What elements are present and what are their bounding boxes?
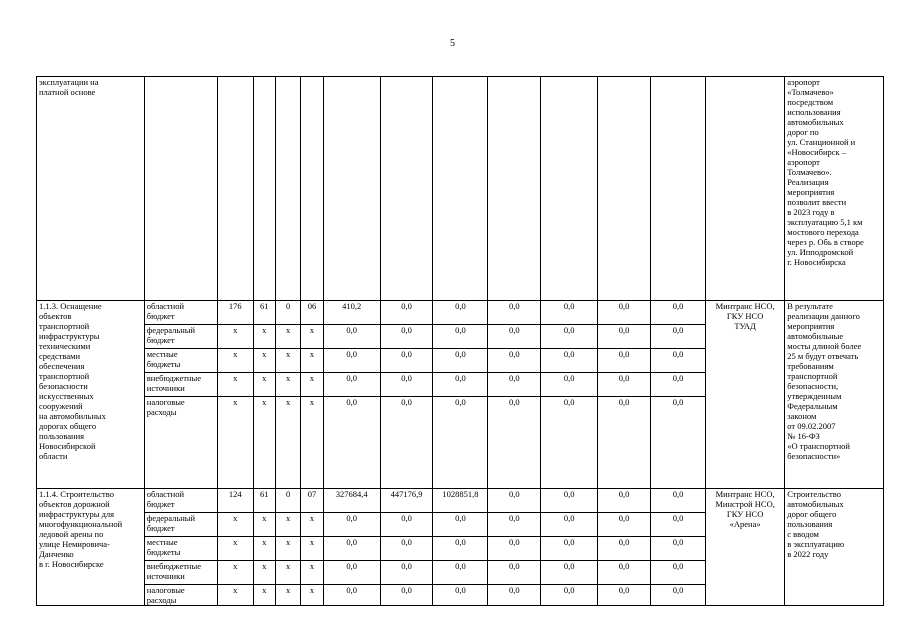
- amount-value: [651, 325, 706, 349]
- code-subsection: [275, 349, 300, 373]
- code-grbs-text: х: [233, 373, 238, 383]
- code-subsection-text: х: [286, 349, 291, 359]
- measure-name-cell: [37, 301, 145, 489]
- code-subsection-text: х: [286, 397, 291, 407]
- amount-value: [651, 513, 706, 537]
- code-grbs-text: х: [233, 561, 238, 571]
- amount-value-text: 0,0: [455, 561, 466, 571]
- amount-value-text: 0,0: [509, 349, 520, 359]
- code-grbs-text: 176: [228, 301, 242, 311]
- amount-value-text: 0,0: [455, 349, 466, 359]
- code-section-text: х: [262, 373, 267, 383]
- amount-value: [323, 301, 380, 325]
- amount-value: [598, 561, 651, 585]
- code-section-text: х: [262, 537, 267, 547]
- amount-value-text: 0,0: [563, 561, 575, 571]
- code-subsection-text: х: [286, 537, 291, 547]
- code-section: [253, 489, 275, 513]
- code-target: [301, 397, 323, 489]
- amount-value-text: 0,0: [401, 585, 412, 595]
- amount-value: [488, 373, 541, 397]
- amount-value: [541, 301, 598, 325]
- amount-value: [598, 513, 651, 537]
- funding-source-text: областной бюджет: [146, 301, 184, 321]
- code-grbs: [217, 585, 253, 606]
- amount-value: [433, 349, 488, 373]
- code-section-text: х: [262, 349, 267, 359]
- code-section-text: х: [262, 561, 267, 571]
- amount-value-text: 0,0: [672, 397, 684, 407]
- amount-value-text: 0,0: [509, 373, 520, 383]
- code-grbs: [217, 325, 253, 349]
- amount-value: [380, 561, 433, 585]
- amount-value: [541, 373, 598, 397]
- measure-name: эксплуатации на платной основе: [39, 77, 99, 97]
- amount-value-text: 0,0: [618, 537, 630, 547]
- amount-value: [323, 349, 380, 373]
- amount-value: [598, 585, 651, 606]
- code-grbs: [217, 513, 253, 537]
- amount-value: [598, 349, 651, 373]
- funding-source: [144, 561, 217, 585]
- funding-source-text: местные бюджеты: [146, 349, 181, 369]
- amount-value: [433, 513, 488, 537]
- empty-cell: [541, 77, 598, 301]
- result-cell: [785, 77, 884, 301]
- code-subsection: [275, 373, 300, 397]
- code-section-text: х: [262, 325, 267, 335]
- code-grbs-text: х: [233, 537, 238, 547]
- amount-value-text: 0,0: [509, 585, 520, 595]
- code-section: [253, 325, 275, 349]
- code-grbs: [217, 349, 253, 373]
- amount-value: [488, 585, 541, 606]
- code-section: [253, 397, 275, 489]
- funding-source: [144, 489, 217, 513]
- funding-source-row: [37, 489, 884, 513]
- code-target-text: х: [309, 513, 315, 523]
- executor: Минтранс НСО, Минстрой НСО, ГКУ НСО «Арена»: [715, 489, 775, 529]
- code-grbs-text: х: [233, 513, 238, 523]
- code-subsection-text: х: [286, 373, 291, 383]
- code-target: [301, 537, 323, 561]
- code-section: [253, 585, 275, 606]
- amount-value: [488, 397, 541, 489]
- amount-value-text: 0,0: [455, 397, 466, 407]
- funding-source: [144, 325, 217, 349]
- amount-value: [488, 325, 541, 349]
- amount-value: [541, 585, 598, 606]
- code-grbs-text: х: [233, 397, 238, 407]
- amount-value-text: 0,0: [509, 561, 520, 571]
- amount-value: [323, 325, 380, 349]
- amount-value: [541, 325, 598, 349]
- amount-value-text: 0,0: [618, 373, 630, 383]
- amount-value-text: 0,0: [672, 373, 684, 383]
- amount-value-text: 0,0: [509, 513, 520, 523]
- code-target-text: х: [309, 585, 315, 595]
- amount-value-text: 0,0: [672, 325, 684, 335]
- measure-name: 1.1.4. Строительство объектов дорожной инфраструктуры для многофункциональной ледовой арены по улице Немировича- Данченко в г. Новосибирске: [39, 489, 123, 569]
- code-target-text: х: [309, 349, 315, 359]
- amount-value-text: 0,0: [455, 301, 466, 311]
- amount-value-text: 0,0: [672, 537, 684, 547]
- amount-value: [598, 325, 651, 349]
- amount-value: [380, 489, 433, 513]
- code-target-text: х: [309, 537, 315, 547]
- funding-source-text: внебюджетные источники: [146, 373, 201, 393]
- funding-source-text: областной бюджет: [146, 489, 184, 509]
- amount-value-text: 0,0: [455, 585, 466, 595]
- code-grbs: [217, 397, 253, 489]
- measure-1-1-3: [37, 301, 884, 489]
- amount-value: [651, 561, 706, 585]
- amount-value: [433, 561, 488, 585]
- funding-source: [144, 397, 217, 489]
- amount-value-text: 0,0: [618, 561, 630, 571]
- code-target: [301, 561, 323, 585]
- code-section-text: х: [262, 585, 267, 595]
- funding-source: [144, 301, 217, 325]
- code-section-text: х: [262, 513, 267, 523]
- amount-value-text: 0,0: [509, 325, 520, 335]
- code-target: [301, 585, 323, 606]
- funding-source: [144, 373, 217, 397]
- amount-value-text: 0,0: [346, 537, 357, 547]
- amount-value: [433, 301, 488, 325]
- code-grbs: [217, 373, 253, 397]
- code-subsection: [275, 513, 300, 537]
- amount-value-text: 0,0: [346, 325, 357, 335]
- amount-value-text: 0,0: [563, 513, 575, 523]
- amount-value: [651, 349, 706, 373]
- amount-value: [651, 489, 706, 513]
- amount-value-text: 0,0: [618, 325, 630, 335]
- amount-value: [323, 537, 380, 561]
- amount-value: [541, 489, 598, 513]
- amount-value: [323, 489, 380, 513]
- code-subsection: [275, 301, 300, 325]
- code-target: [301, 489, 323, 513]
- amount-value-text: 0,0: [401, 373, 412, 383]
- funding-source-text: налоговые расходы: [146, 585, 185, 605]
- empty-cell: [598, 77, 651, 301]
- code-grbs-text: х: [233, 325, 238, 335]
- page-number: 5: [450, 38, 455, 49]
- code-target-text: х: [309, 561, 315, 571]
- amount-value-text: 0,0: [618, 397, 630, 407]
- amount-value-text: 0,0: [346, 585, 357, 595]
- code-target: [301, 325, 323, 349]
- amount-value: [541, 537, 598, 561]
- amount-value-text: 1028851,8: [442, 489, 479, 499]
- amount-value-text: 0,0: [563, 301, 575, 311]
- funding-source: [144, 537, 217, 561]
- code-section: [253, 301, 275, 325]
- amount-value-text: 0,0: [455, 325, 466, 335]
- amount-value-text: 0,0: [672, 585, 684, 595]
- result-cell: [785, 489, 884, 606]
- amount-value: [380, 397, 433, 489]
- code-subsection-text: х: [286, 561, 291, 571]
- continuation-row: [37, 77, 884, 301]
- funding-source-text: местные бюджеты: [146, 537, 181, 557]
- amount-value: [323, 585, 380, 606]
- empty-cell: [433, 77, 488, 301]
- amount-value-text: 0,0: [401, 349, 412, 359]
- executor-cell: [705, 301, 784, 489]
- code-target-text: х: [309, 397, 315, 407]
- amount-value-text: 0,0: [401, 301, 412, 311]
- amount-value-text: 0,0: [346, 561, 357, 571]
- amount-value: [323, 561, 380, 585]
- amount-value-text: 410,2: [342, 301, 362, 311]
- code-subsection: [275, 397, 300, 489]
- amount-value-text: 0,0: [401, 325, 412, 335]
- amount-value: [323, 373, 380, 397]
- amount-value-text: 447176,9: [390, 489, 423, 499]
- funding-source: [144, 585, 217, 606]
- amount-value: [323, 397, 380, 489]
- amount-value: [433, 537, 488, 561]
- amount-value-text: 0,0: [672, 301, 684, 311]
- amount-value: [380, 301, 433, 325]
- amount-value: [433, 585, 488, 606]
- measure-name: 1.1.3. Оснащение объектов транспортной инфраструктуры техническими средствами обеспечения транспортной безопасности искусственных сооружений на автомобильных дорогах общего пользования Новосибирской области: [39, 301, 106, 461]
- amount-value-text: 0,0: [563, 349, 575, 359]
- amount-value-text: 0,0: [563, 325, 575, 335]
- code-grbs-text: х: [233, 349, 238, 359]
- amount-value-text: 0,0: [509, 301, 520, 311]
- amount-value: [651, 585, 706, 606]
- empty-cell: [301, 77, 323, 301]
- amount-value: [651, 397, 706, 489]
- amount-value: [488, 489, 541, 513]
- amount-value-text: 0,0: [346, 373, 357, 383]
- amount-value: [598, 373, 651, 397]
- code-target-text: 06: [307, 301, 317, 311]
- amount-value: [598, 537, 651, 561]
- amount-value-text: 0,0: [672, 513, 684, 523]
- amount-value: [433, 373, 488, 397]
- amount-value-text: 0,0: [618, 585, 630, 595]
- empty-cell: [323, 77, 380, 301]
- code-grbs-text: х: [233, 585, 238, 595]
- code-subsection-text: 0: [286, 489, 291, 499]
- amount-value-text: 0,0: [672, 489, 684, 499]
- code-subsection-text: х: [286, 585, 291, 595]
- code-target-text: 07: [307, 489, 317, 499]
- executor-cell: [705, 77, 784, 301]
- amount-value-text: 0,0: [401, 397, 412, 407]
- amount-value-text: 0,0: [509, 489, 520, 499]
- amount-value-text: 0,0: [401, 513, 412, 523]
- amount-value: [541, 513, 598, 537]
- funding-source-row: [37, 301, 884, 325]
- result-cell: [785, 301, 884, 489]
- code-section: [253, 513, 275, 537]
- amount-value-text: 0,0: [509, 397, 520, 407]
- amount-value-text: 0,0: [401, 561, 412, 571]
- amount-value-text: 0,0: [618, 489, 630, 499]
- amount-value-text: 0,0: [563, 373, 575, 383]
- amount-value: [380, 325, 433, 349]
- amount-value-text: 0,0: [346, 349, 357, 359]
- amount-value-text: 0,0: [563, 537, 575, 547]
- code-subsection: [275, 489, 300, 513]
- code-subsection-text: х: [286, 513, 291, 523]
- code-target-text: х: [309, 373, 315, 383]
- amount-value: [541, 349, 598, 373]
- executor-cell: [705, 489, 784, 606]
- amount-value: [380, 349, 433, 373]
- code-target: [301, 513, 323, 537]
- code-target: [301, 373, 323, 397]
- funding-source-text: внебюджетные источники: [146, 561, 201, 581]
- amount-value: [323, 513, 380, 537]
- empty-cell: [144, 77, 217, 301]
- amount-value: [598, 397, 651, 489]
- amount-value-text: 0,0: [672, 349, 684, 359]
- program-table: [36, 76, 884, 606]
- measure-1-1-4: [37, 489, 884, 606]
- code-target-text: х: [309, 325, 315, 335]
- amount-value: [651, 301, 706, 325]
- amount-value: [488, 537, 541, 561]
- measure-name-cell: [37, 77, 145, 301]
- code-grbs: [217, 561, 253, 585]
- code-subsection: [275, 561, 300, 585]
- funding-source: [144, 513, 217, 537]
- code-section-text: х: [262, 397, 267, 407]
- expected-result: В результате реализации данного мероприятия автомобильные мосты длиной более 25 м будут отвечать требованиям транспортной безопасности, утвержденным Федеральным законом от 09.02.2007 № 16-ФЗ «О транспортной безопасности»: [787, 301, 862, 461]
- amount-value: [651, 537, 706, 561]
- code-target: [301, 349, 323, 373]
- empty-cell: [217, 77, 253, 301]
- amount-value-text: 0,0: [455, 373, 466, 383]
- amount-value-text: 0,0: [401, 537, 412, 547]
- amount-value: [433, 397, 488, 489]
- code-subsection-text: х: [286, 325, 291, 335]
- code-section: [253, 561, 275, 585]
- amount-value-text: 0,0: [346, 513, 357, 523]
- amount-value: [380, 537, 433, 561]
- amount-value: [541, 561, 598, 585]
- empty-cell: [488, 77, 541, 301]
- amount-value: [598, 489, 651, 513]
- amount-value-text: 0,0: [618, 513, 630, 523]
- amount-value: [488, 561, 541, 585]
- code-target: [301, 301, 323, 325]
- code-section-text: 61: [259, 301, 269, 311]
- code-section: [253, 537, 275, 561]
- amount-value-text: 0,0: [563, 397, 575, 407]
- code-subsection: [275, 325, 300, 349]
- amount-value-text: 0,0: [563, 585, 575, 595]
- amount-value: [433, 325, 488, 349]
- amount-value: [488, 513, 541, 537]
- code-grbs-text: 124: [228, 489, 242, 499]
- measure-name-cell: [37, 489, 145, 606]
- amount-value: [651, 373, 706, 397]
- empty-cell: [275, 77, 300, 301]
- funding-source-text: налоговые расходы: [146, 397, 185, 417]
- amount-value-text: 0,0: [509, 537, 520, 547]
- code-subsection-text: 0: [286, 301, 291, 311]
- amount-value: [598, 301, 651, 325]
- amount-value-text: 0,0: [618, 349, 630, 359]
- code-subsection: [275, 537, 300, 561]
- amount-value-text: 0,0: [455, 513, 466, 523]
- amount-value: [541, 397, 598, 489]
- executor: Минтранс НСО, ГКУ НСО ТУАД: [715, 301, 775, 331]
- funding-source: [144, 349, 217, 373]
- code-grbs: [217, 537, 253, 561]
- amount-value-text: 0,0: [618, 301, 630, 311]
- amount-value-text: 327684,4: [335, 489, 368, 499]
- amount-value: [380, 585, 433, 606]
- expected-result: аэропорт «Толмачево» посредством использования автомобильных дорог по ул. Станционной и «Новосибирск – аэропорт Толмачево». Реализация мероприятия позволит ввести в 2023 году в эксплуатацию 5,1 км мостового перехода через р. Обь в створе ул. Ипподромской г. Новосибирска: [787, 77, 864, 267]
- code-grbs: [217, 301, 253, 325]
- amount-value-text: 0,0: [346, 397, 357, 407]
- funding-source-text: федеральный бюджет: [146, 325, 196, 345]
- amount-value-text: 0,0: [563, 489, 575, 499]
- amount-value: [433, 489, 488, 513]
- amount-value: [380, 513, 433, 537]
- code-section-text: 61: [259, 489, 269, 499]
- code-grbs: [217, 489, 253, 513]
- code-section: [253, 349, 275, 373]
- code-section: [253, 373, 275, 397]
- empty-cell: [380, 77, 433, 301]
- amount-value: [380, 373, 433, 397]
- amount-value-text: 0,0: [672, 561, 684, 571]
- amount-value: [488, 349, 541, 373]
- empty-cell: [651, 77, 706, 301]
- amount-value-text: 0,0: [455, 537, 466, 547]
- empty-cell: [253, 77, 275, 301]
- funding-source-text: федеральный бюджет: [146, 513, 196, 533]
- code-subsection: [275, 585, 300, 606]
- expected-result: Строительство автомобильных дорог общего пользования с вводом в эксплуатацию в 2022 году: [787, 489, 845, 559]
- amount-value: [488, 301, 541, 325]
